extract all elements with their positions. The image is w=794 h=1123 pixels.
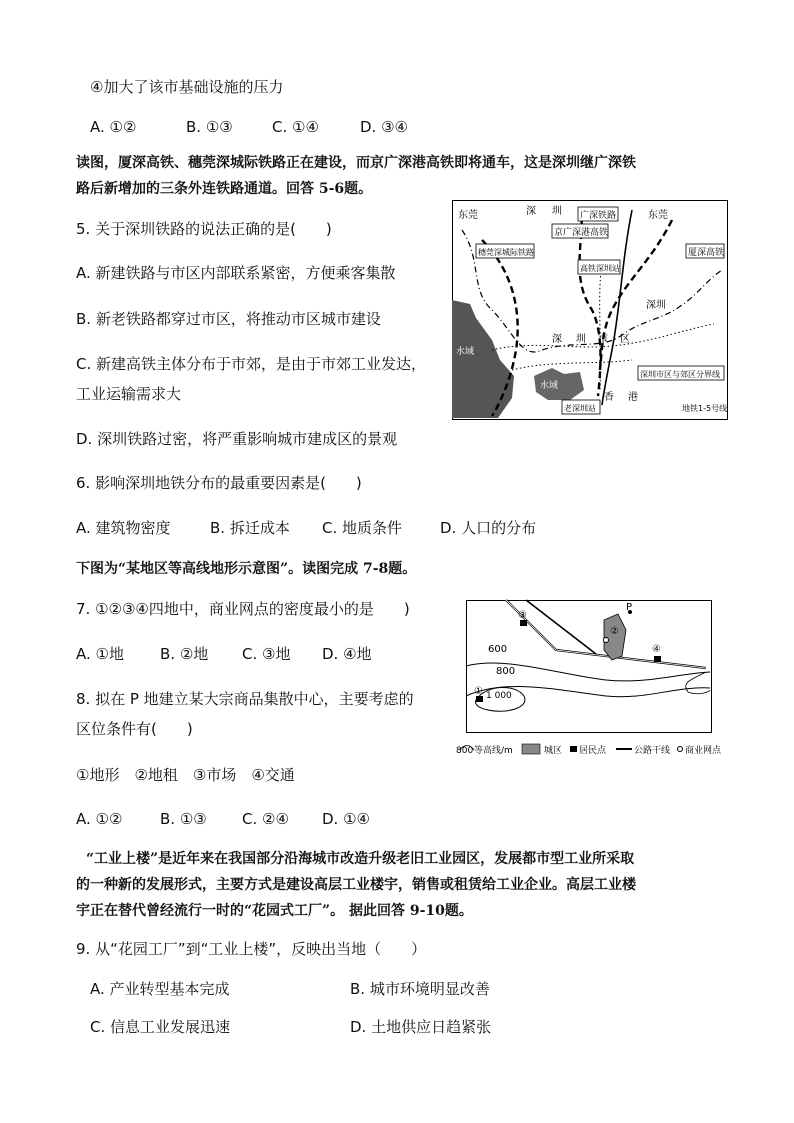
intro-9-10-line3: 宇正在替代曾经流行一时的“花园式工厂”。 据此回答 9-10题。 [76,903,473,919]
place-xiang: 香 [604,392,614,403]
q5-stem: 5. 关于深圳铁路的说法正确的是( ) [76,220,332,238]
label-xiashen: 厦深高铁 [688,248,725,258]
q8-option-a: A. ①② [76,810,123,828]
legend-settlement-icon [570,746,577,752]
settlement-4-icon [654,656,661,662]
legend-road: 公路干线 [634,746,671,756]
label-lao-station: 老深圳站 [564,404,596,413]
place-zhen-top: 圳 [552,206,562,217]
q4-item-4: ④加大了该市基础设施的压力 [90,78,284,96]
legend-shop: 商业网点 [685,746,722,756]
q8-option-b: B. ①③ [160,810,207,828]
label-contour-600: 600 [488,644,508,655]
legend-city: 城区 [544,746,563,756]
label-metro: 地铁1-5号线 [682,404,728,413]
intro-5-6-line1: 读图，厦深高铁、穗莞深城际铁路正在建设，而京广深港高铁即将通车，这是深圳继广深铁 [76,155,636,171]
intro-5-6-line2: 路后新增加的三条外连铁路通道。回答 5-6题。 [76,181,373,197]
intro-7-8: 下图为“某地区等高线地形示意图”。读图完成 7-8题。 [76,561,417,577]
q8-option-d: D. ①④ [322,810,370,828]
label-jinggang: 京广深港高铁 [554,228,609,238]
label-guangshen: 广深铁路 [580,211,617,221]
q6-option-c: C. 地质条件 [322,519,403,537]
q4-option-b: B. ①③ [186,118,233,136]
label-site-4: ④ [652,644,661,655]
label-site-2: ② [610,626,619,637]
q6-option-a: A. 建筑物密度 [76,519,171,537]
label-gaotie-station: 高铁深圳站 [580,264,620,273]
place-dongguan-right: 东莞 [648,210,668,221]
q9-option-d: D. 土地供应日趋紧张 [350,1018,492,1036]
q8-stem: 8. 拟在 P 地建立某大宗商品集散中心，主要考虑的 [76,690,414,708]
q9-option-a: A. 产业转型基本完成 [90,980,230,998]
q8-items: ①地形 ②地租 ③市场 ④交通 [76,766,295,784]
label-site-1: ① [474,686,483,697]
q9-option-c: C. 信息工业发展迅速 [90,1018,231,1036]
place-shenzhen-mid-3: 市 [598,334,608,345]
q7-option-c: C. ③地 [242,645,291,663]
shop-point-icon [604,638,609,643]
legend-shop-icon [678,747,683,752]
q6-stem: 6. 影响深圳地铁分布的最重要因素是( ) [76,474,362,492]
legend-settlement: 居民点 [579,746,607,756]
shenzhen-railway-map [452,200,728,420]
q5-option-d: D. 深圳铁路过密，将严重影响城市建成区的景观 [76,430,398,448]
q7-option-d: D. ④地 [322,645,372,663]
q9-stem: 9. 从“花园工厂”到“工业上楼”，反映出当地（ ） [76,940,427,958]
q4-option-d: D. ③④ [360,118,408,136]
place-shen-top: 深 [526,206,536,217]
label-suiguan: 穗莞深城际铁路 [478,248,534,257]
place-gang: 港 [628,392,638,403]
intro-9-10-line1: “工业上楼”是近年来在我国部分沿海城市改造升级老旧工业园区，发展都市型工业所采取 [86,851,635,867]
q9-option-b: B. 城市环境明显改善 [350,980,490,998]
legend-city-icon [522,744,540,754]
q5-option-a: A. 新建铁路与市区内部联系紧密，方便乘客集散 [76,264,396,282]
q5-option-c: C. 新建高铁主体分布于市郊，是由于市郊工业发达， [76,355,427,373]
place-dongguan-left: 东莞 [458,210,478,221]
contour-terrain-map [456,600,738,760]
place-shenzhen-mid-4: 区 [620,334,630,345]
q6-option-b: B. 拆迁成本 [210,519,290,537]
label-boundary: 深圳市区与郊区分界线 [640,370,720,379]
q8-stem-cont: 区位条件有( ) [76,720,193,738]
water-label-bay: 水域 [540,381,559,391]
q4-option-a: A. ①② [90,118,137,136]
q7-option-b: B. ②地 [160,645,209,663]
intro-9-10-line2: 的一种新的发展形式，主要方式是建设高层工业楼宇，销售或租赁给工业企业。高层工业楼 [76,877,636,893]
place-shenzhen-mid-1: 深 [552,334,562,345]
q8-option-c: C. ②④ [242,810,289,828]
q7-stem: 7. ①②③④四地中，商业网点的密度最小的是 ) [76,600,410,618]
legend-contour: 等高线/m [474,746,513,756]
water-label-west: 水域 [456,347,475,357]
legend-contour-num: 800 [456,746,474,756]
q5-option-c-cont: 工业运输需求大 [76,385,182,403]
q7-option-a: A. ①地 [76,645,124,663]
label-p: P [626,602,633,613]
q4-option-c: C. ①④ [272,118,319,136]
place-shenzhen-mid-2: 圳 [576,334,586,345]
label-contour-800: 800 [496,666,516,677]
label-contour-1000: 1 000 [486,691,512,701]
place-shenzhen-right: 深圳 [646,300,666,311]
q5-option-b: B. 新老铁路都穿过市区，将推动市区城市建设 [76,310,381,328]
label-site-3: ③ [518,610,527,621]
q6-option-d: D. 人口的分布 [440,519,537,537]
